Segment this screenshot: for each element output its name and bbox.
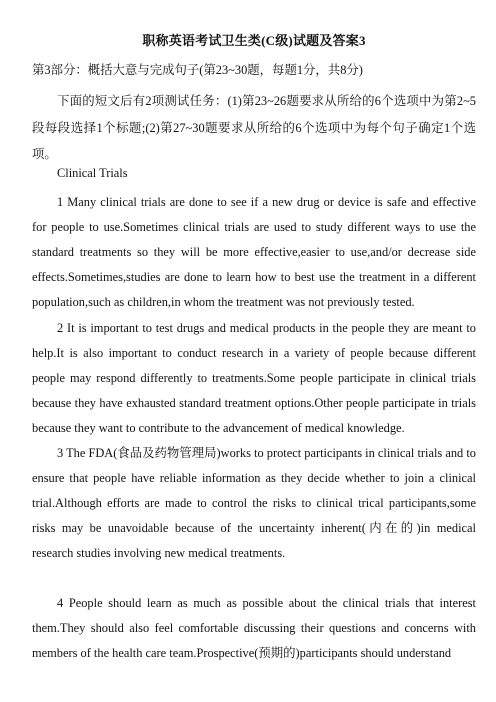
instructions-paragraph: 下面的短文后有2项测试任务：(1)第23~26题要求从所给的6个选项中为第2~5段每段选择1个标题;(2)第27~30题要求从所给的6个选项中为每个句子确定1个选项。 [32, 94, 476, 161]
passage-paragraph-1: 1 Many clinical trials are done to see if a new drug or device is safe and effective for people to use.Sometimes clinical trials are used to study different ways to use the standard treatments so they will be more effective,easier to use,and/or decrease side effects.Sometimes,studies are done to learn how to best use the treatment in a different population,such as children,in whom the treatment was not previously tested. [32, 195, 476, 309]
passage-title: Clinical Trials [57, 166, 128, 180]
passage-paragraph-3: 3 The FDA(食品及药物管理局)works to protect participants in clinical trials and to ensure that people have reliable information as they decide whether to join a clinical trial.Although efforts are made to control the risks to clinical trical participants,some risks may be unavoidable because of the uncertainty inherent(内在的)in medical research studies involving new medical treatments. [32, 446, 476, 560]
passage-paragraph-2: 2 It is important to test drugs and medical products in the people they are meant to help.It is also important to conduct research in a variety of people because different people may respond differently to treatments.Some people participate in clinical trials because they have exhausted standard treatment options.Other people participate in trials because they want to contribute to the advancement of medical knowledge. [32, 321, 476, 435]
passage-paragraph-4: 4 People should learn as much as possible about the clinical trials that interest them.They should also feel comfortable discussing their questions and concerns with members of the health care team.Prospective(预期的)participants should understand [32, 596, 476, 660]
document-title: 职称英语考试卫生类(C级)试题及答案3 [142, 33, 366, 48]
section-heading: 第3部分：概括大意与完成句子(第23~30题，每题1分，共8分) [32, 63, 363, 77]
